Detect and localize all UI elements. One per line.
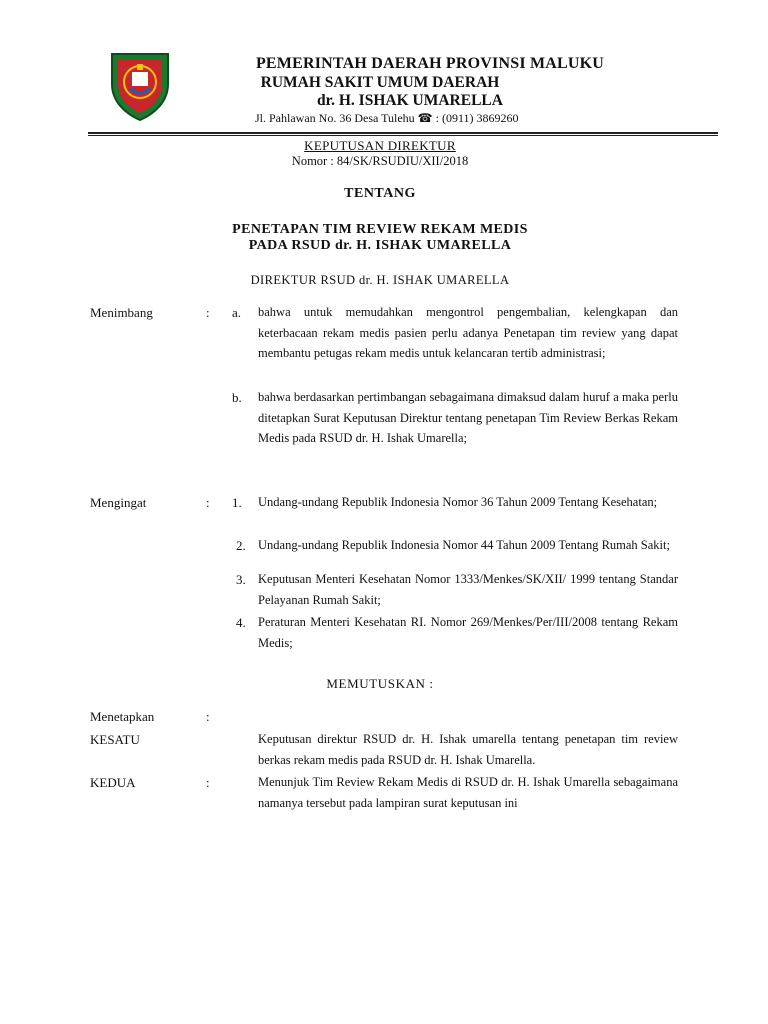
director-heading: DIREKTUR RSUD dr. H. ISHAK UMARELLA (250, 273, 510, 287)
subject-line-1: PENETAPAN TIM REVIEW REKAM MEDIS (232, 222, 528, 237)
header-rule (88, 132, 718, 134)
kedua-label: KEDUA (90, 775, 136, 790)
tentang-heading: TENTANG (344, 186, 416, 201)
hospital-title: RUMAH SAKIT UMUM DAERAH (260, 74, 500, 91)
govt-title: PEMERINTAH DAERAH PROVINSI MALUKU (255, 55, 605, 72)
menetapkan-colon: : (206, 709, 210, 724)
decree-number: Nomor : 84/SK/RSUDIU/XII/2018 (291, 154, 469, 168)
memutuskan-heading: MEMUTUSKAN : (326, 676, 434, 691)
kesatu-label: KESATU (90, 732, 140, 747)
decree-title: KEPUTUSAN DIREKTUR (304, 138, 456, 153)
address: Jl. Pahlawan No. 36 Desa Tulehu ☎ : (0911) 3869260 (255, 111, 519, 125)
menimbang-mark-b: b. (232, 390, 242, 405)
header-rule-thin (88, 135, 718, 136)
menimbang-mark-a: a. (232, 305, 242, 320)
mengingat-mark-4: 4. (236, 615, 246, 630)
mengingat-mark-2: 2. (236, 538, 246, 553)
mengingat-mark-1: 1. (232, 495, 242, 510)
mengingat-label: Mengingat (90, 495, 147, 510)
maluku-crest-icon (104, 50, 176, 122)
kedua-text: Menunjuk Tim Review Rekam Medis di RSUD dr. H. Ishak Umarella sebagaimana namanya tersebut pada lampiran surat keputusan ini (258, 775, 678, 810)
menetapkan-label: Menetapkan (90, 709, 155, 724)
subject-line-2: PADA RSUD dr. H. ISHAK UMARELLA (248, 238, 512, 253)
mengingat-item-2: Undang-undang Republik Indonesia Nomor 44 Tahun 2009 Tentang Rumah Sakit; (258, 538, 670, 552)
mengingat-item-4: Peraturan Menteri Kesehatan RI. Nomor 269/Menkes/Per/III/2008 tentang Rekam Medis; (258, 615, 678, 650)
kedua-colon: : (206, 775, 210, 790)
menimbang-item-b: bahwa berdasarkan pertimbangan sebagaimana dimaksud dalam huruf a maka perlu ditetapkan Surat Keputusan Direktur tentang penetapan Tim Review Berkas Rekam Medis pada RSUD dr. H. Ishak Umarella; (258, 390, 678, 445)
menimbang-colon: : (206, 305, 210, 320)
kesatu-text: Keputusan direktur RSUD dr. H. Ishak umarella tentang penetapan tim review berkas rekam medis pada RSUD dr. H. Ishak Umarella. (258, 732, 678, 767)
mengingat-colon: : (206, 495, 210, 510)
mengingat-mark-3: 3. (236, 572, 246, 587)
mengingat-item-1: Undang-undang Republik Indonesia Nomor 36 Tahun 2009 Tentang Kesehatan; (258, 495, 658, 509)
hospital-name: dr. H. ISHAK UMARELLA (317, 92, 503, 109)
menimbang-item-a: bahwa untuk memudahkan mengontrol pengembalian, kelengkapan dan keterbacaan rekam medis pasien perlu adanya Penetapan tim review yang dapat membantu petugas rekam medis untuk kelancaran tertib administrasi; (258, 305, 678, 360)
mengingat-item-3: Keputusan Menteri Kesehatan Nomor 1333/Menkes/SK/XII/ 1999 tentang Standar Pelayanan Rumah Sakit; (258, 572, 678, 607)
menimbang-label: Menimbang (90, 305, 153, 320)
